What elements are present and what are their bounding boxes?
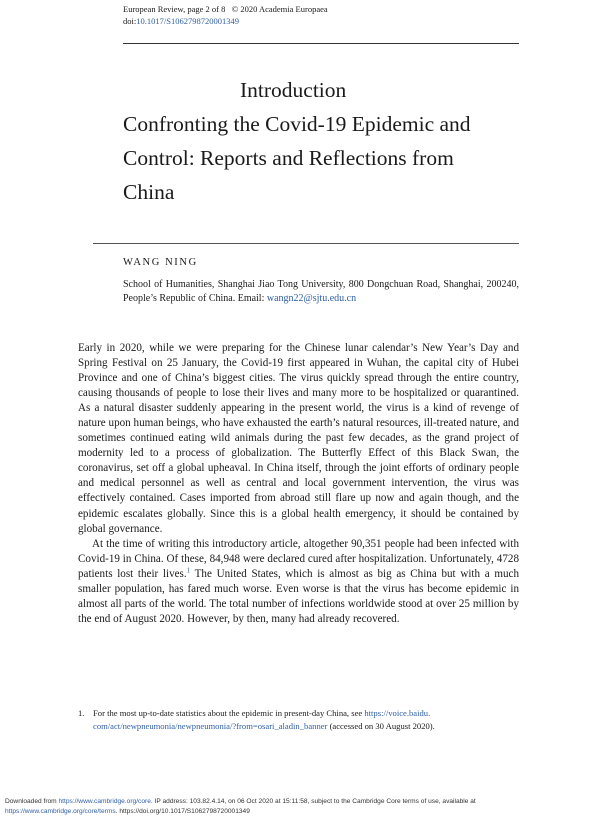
title-line-4: China <box>123 180 175 204</box>
doi-line <box>123 15 328 27</box>
running-header <box>123 3 328 27</box>
download-notice <box>5 797 597 817</box>
journal-line <box>123 3 328 15</box>
footnote-access-date: (accessed on 30 August 2020). <box>327 721 435 731</box>
cambridge-core-link[interactable]: https://www.cambridge.org/core <box>58 798 151 805</box>
download-line-1 <box>5 797 597 807</box>
paragraph-1: Early in 2020, while we were preparing for the Chinese lunar calendar’s New Year’s Day and Spring Festival on 25 January, the Covid-19 first appeared in Wuhan, the capital city of Hubei Province and one of China’s biggest cities. The virus quickly spread through the entire country, causing thousands of people to lose their lives and many more to be hospitalized or quarantined. As a natural disaster suddenly appearing in the present world, the virus is a kind of revenge of nature upon human beings, who have exhausted the earth’s natural resources, ill-treated nature, and sometimes continued eating wild animals during the past few decades, as the grand project of modernity led to a process of globalization. The Butterfly Effect of this Black Swan, the coronavirus, set off a global upheaval. In China itself, through the joint efforts of ordinary people and medical personnel as well as central and local government intervention, the virus was effectively contained. Cases imported from abroad still flare up now and again though, and the epidemic escalates globally. Since this is a global health emergency, it should be contained by global governance. <box>78 342 519 535</box>
doi-link[interactable]: 10.1017/S1062798720001349 <box>136 16 239 26</box>
footnote-ref-link[interactable]: 1 <box>186 566 191 575</box>
author-name: WANG NING <box>123 257 198 268</box>
footnote-number: 1. <box>78 708 85 718</box>
footnote-text: For the most up-to-date statistics about the epidemic in present-day China, see <box>93 708 365 718</box>
footnote <box>78 707 519 733</box>
paragraph-2-continued: The United States, which is almost as big as China but with a much smaller population, has fared much worse. Even worse is that the virus has become epidemic in almost all parts of the world. The total number of infections worldwide stood at over 25 million by the end of August 2020. However, by then, many had already recovered. <box>78 567 519 625</box>
download-prefix: Downloaded from <box>5 798 59 805</box>
title-line-3: Control: Reports and Reflections from <box>123 146 454 170</box>
footnote-link-end[interactable]: com/act/newpneumonia/newpneumonia/?from=osari_aladin_banner <box>93 721 328 731</box>
affiliation <box>123 278 519 306</box>
title-rule <box>93 243 519 244</box>
footnote-link-start[interactable]: https://voice.baidu. <box>364 708 431 718</box>
doi-prefix: doi: <box>123 16 137 26</box>
download-doi: . https://doi.org/10.1017/S1062798720001349 <box>115 808 250 815</box>
affiliation-text: School of Humanities, Shanghai Jiao Tong University, 800 Dongchuan Road, Shanghai, 200240, People’s Republic of China. Email: <box>123 279 519 304</box>
paragraph-2-text: At the time of writing this introductory article, altogether 90,351 people had been infected with Covid-19 in China. Of these, 84,948 were declared cured after hospitalization. Unfortunately, 4728 patients lost their lives. <box>78 537 519 580</box>
paragraph-2 <box>78 537 519 627</box>
author-email-link[interactable]: wangn22@sjtu.edu.cn <box>266 293 357 304</box>
footnote-line-2 <box>78 720 519 733</box>
download-details: . IP address: 103.82.4.14, on 06 Oct 2020 at 15:11:58, subject to the Cambridge Core terms of use, available at <box>150 798 476 805</box>
header-rule <box>123 43 519 44</box>
download-line-2 <box>5 807 597 817</box>
title-line-1: Introduction <box>240 78 347 102</box>
footnote-line-1 <box>78 707 519 720</box>
title-line-2: Confronting the Covid-19 Epidemic and <box>123 112 471 136</box>
article-body <box>78 341 519 627</box>
terms-link[interactable]: https://www.cambridge.org/core/terms <box>5 808 116 815</box>
copyright: © 2020 Academia Europaea <box>231 4 328 14</box>
journal-name: European Review, page 2 of 8 <box>123 4 226 14</box>
article-title <box>123 73 543 209</box>
